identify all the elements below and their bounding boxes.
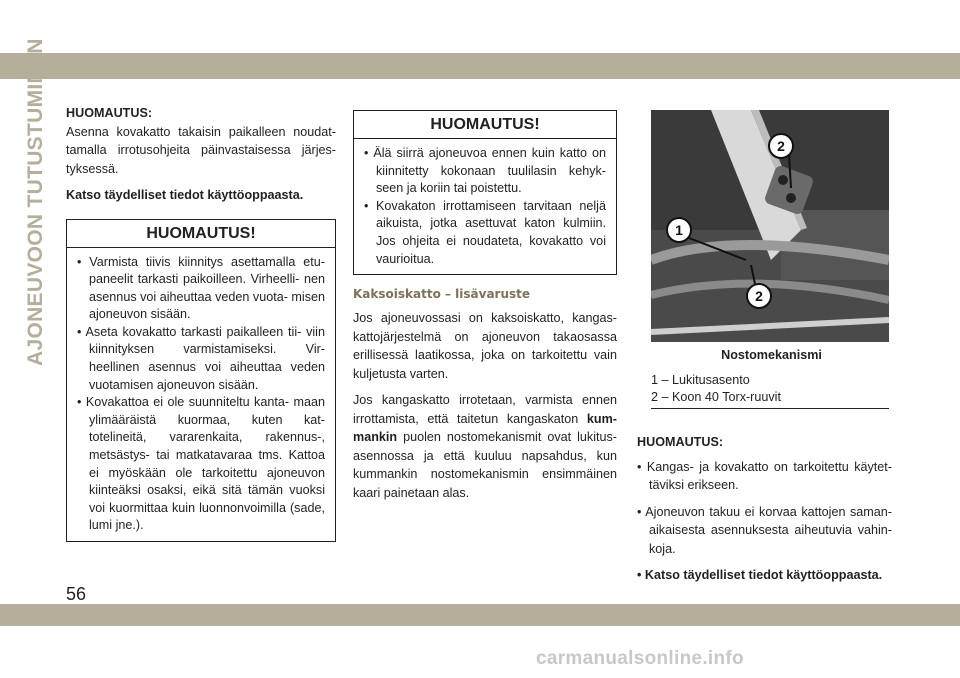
page-number: 56 bbox=[66, 584, 87, 604]
column-3 bbox=[637, 110, 892, 593]
note-bullets bbox=[637, 458, 892, 585]
paragraph-bold: kum- mankin bbox=[353, 411, 617, 445]
lift-mechanism-figure bbox=[651, 110, 889, 342]
paragraph: Jos ajoneuvossasi on kaksoiskatto, kangas- kattojärjestelmä on ajoneuvon takaosassa erillisessä laatikossa, joka on tarkoitettu vain kuljetusta varten. bbox=[353, 311, 617, 381]
note-heading: HUOMAUTUS: bbox=[637, 435, 724, 449]
warning-box bbox=[353, 110, 617, 275]
chapter-side-title: AJONEUVOON TUTUSTUMINEN bbox=[24, 38, 47, 366]
legend-item: 1 – Lukitusasento bbox=[651, 373, 750, 387]
figure-legend bbox=[651, 372, 889, 409]
note-heading: HUOMAUTUS: bbox=[66, 106, 153, 120]
warning-list bbox=[354, 139, 616, 274]
header-band bbox=[0, 53, 960, 79]
see-manual-text: Katso täydelliset tiedot käyttöoppaasta. bbox=[66, 188, 304, 202]
warning-item: • Älä siirrä ajoneuvoa ennen kuin katto on kiinnitetty kokonaan tuulilasin kehyk- seen ja koriin tai poistettu. bbox=[364, 145, 606, 198]
warning-title: HUOMAUTUS! bbox=[354, 111, 616, 139]
warning-item: • Varmista tiivis kiinnitys asettamalla etu- paneelit tarkasti paikoilleen. Virheelli- nen asennus voi aiheuttaa veden vuota- misen ajoneuvon sisään. bbox=[77, 254, 325, 324]
warning-list bbox=[67, 248, 335, 542]
column-1 bbox=[66, 104, 336, 542]
section-title: Kaksoiskatto – lisävaruste bbox=[353, 287, 531, 302]
callout-label: 1 bbox=[675, 222, 683, 238]
figure-caption: Nostomekanismi bbox=[721, 348, 822, 362]
warning-box bbox=[66, 219, 336, 543]
footer-band bbox=[0, 604, 960, 626]
paragraph-part: Jos kangaskatto irrotetaan, varmista ennen irrottamista, että taitetun kangaskaton bbox=[353, 393, 617, 426]
note-bullet: • Katso täydelliset tiedot käyttöoppaasta. bbox=[637, 566, 892, 585]
warning-item: • Kovakaton irrottamiseen tarvitaan neljä aikuista, jotka asettuvat katon kulmiin. Jos ohjeita ei noudateta, kovakatto voi vaurioitua. bbox=[364, 198, 606, 268]
warning-item: • Kovakattoa ei ole suunniteltu kanta- maan ylimääräistä kuormaa, kuten kat- totelineitä, vararenkaita, rakennus-, metsästys- tai matkatavaraa tms. Kattoa ei myöskään ole tarkoitettu ajoneuvon kiinteäksi osaksi, eikä sitä tämän vuoksi voi kuormittaa kuin luonnonvoimilla (sade, lumi jne.). bbox=[77, 394, 325, 535]
warning-title: HUOMAUTUS! bbox=[67, 220, 335, 248]
column-2 bbox=[353, 110, 617, 510]
note-bullet: • Ajoneuvon takuu ei korvaa kattojen saman- aikaisesta asennuksesta aiheutuvia vahin- koja. bbox=[637, 503, 892, 559]
paragraph bbox=[353, 391, 617, 502]
paragraph-part: puolen nostomekanismit ovat lukitus- asennossa ja että kuuluu napsahdus, kun kummankin nostomekanismin ensimmäinen kaari painetaan alas. bbox=[353, 430, 617, 500]
callout-label: 2 bbox=[755, 288, 763, 304]
note-bullet: • Kangas- ja kovakatto on tarkoitettu käytet- täviksi erikseen. bbox=[637, 458, 892, 495]
warning-item: • Aseta kovakatto tarkasti paikalleen tii- viin kiinnityksen varmistamiseksi. Vir- heellinen asennus voi aiheuttaa veden vuotamisen ajoneuvon sisään. bbox=[77, 324, 325, 394]
note-text: Asenna kovakatto takaisin paikalleen noudat- tamalla irrotusohjeita päinvastaisessa järjes- tyksessä. bbox=[66, 124, 336, 176]
callout-label: 2 bbox=[777, 138, 785, 154]
mechanism-illustration bbox=[651, 110, 889, 342]
legend-item: 2 – Koon 40 Torx-ruuvit bbox=[651, 390, 781, 404]
watermark-text: carmanualsonline.info bbox=[536, 648, 744, 669]
